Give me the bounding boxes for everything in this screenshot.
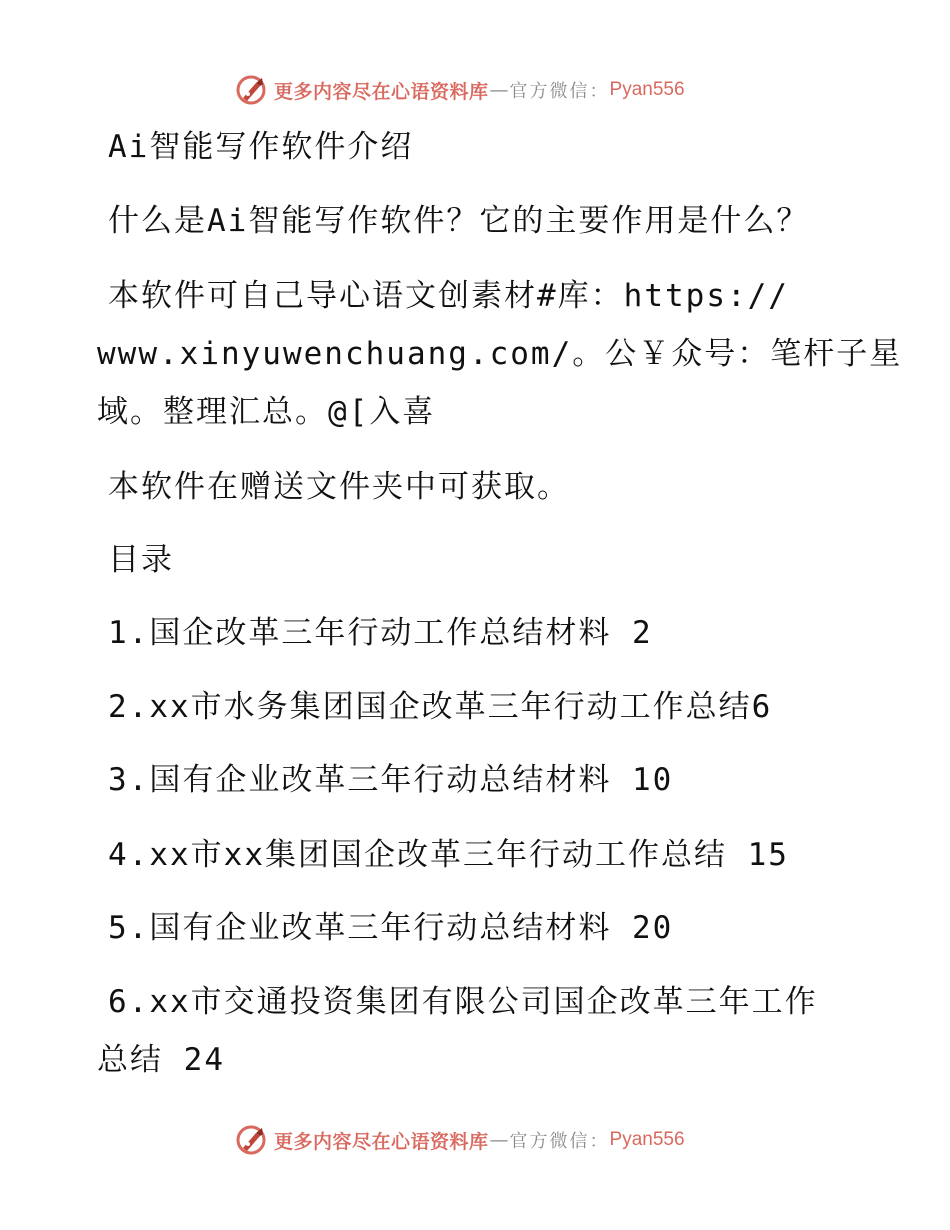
watermark-dash: — (489, 79, 509, 101)
description-line-3: 域。整理汇总。@[入喜 (97, 394, 436, 430)
description-line-1: 本软件可自己导心语文创素材#库：https:// (108, 278, 789, 314)
intro-question: 什么是Ai智能写作软件？它的主要作用是什么？ (108, 203, 810, 239)
watermark-main-text: 更多内容尽在心语资料库 (274, 1130, 489, 1153)
availability-note: 本软件在赠送文件夹中可获取。 (108, 469, 570, 505)
watermark-sub-text: 官方微信： (509, 81, 610, 102)
footer-watermark (234, 1120, 754, 1160)
toc-item: 6.xx市交通投资集团有限公司国企改革三年工作 (108, 984, 818, 1020)
toc-item: 2.xx市水务集团国企改革三年行动工作总结6 (108, 689, 773, 725)
description-line-2: www.xinyuwenchuang.com/。公￥众号：笔杆子星 (97, 336, 903, 372)
toc-item: 4.xx市xx集团国企改革三年行动工作总结 15 (108, 837, 789, 873)
toc-heading: 目录 (108, 542, 174, 578)
watermark-main-text: 更多内容尽在心语资料库 (274, 80, 489, 103)
toc-item: 1.国企改革三年行动工作总结材料 2 (108, 615, 653, 651)
watermark-sub-text: 官方微信： (509, 1131, 610, 1152)
document-title: Ai智能写作软件介绍 (108, 129, 414, 165)
watermark-wechat-id: Pyan556 (609, 79, 685, 100)
watermark-wechat-id: Pyan556 (609, 1129, 685, 1150)
pen-nib-seal-icon (234, 1123, 268, 1157)
toc-item: 3.国有企业改革三年行动总结材料 10 (108, 762, 674, 798)
watermark-dash: — (489, 1129, 509, 1151)
toc-item: 5.国有企业改革三年行动总结材料 20 (108, 910, 674, 946)
toc-item-continuation: 总结 24 (97, 1042, 225, 1078)
